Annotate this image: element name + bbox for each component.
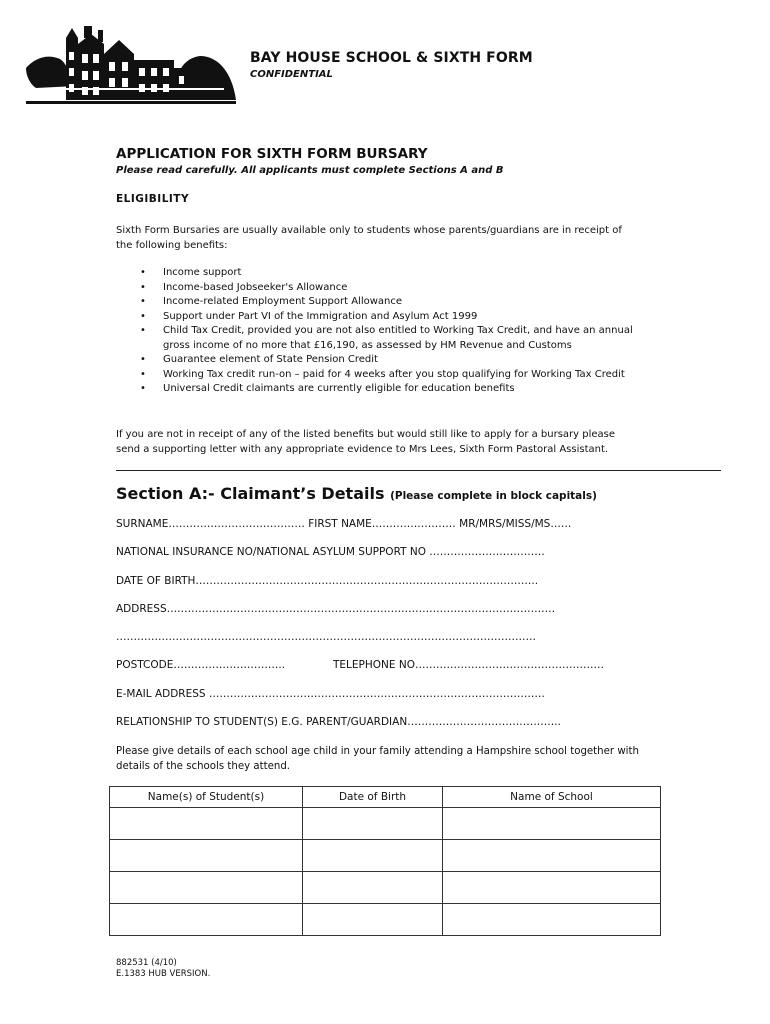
column-header-school-name: Name of School: [443, 787, 661, 808]
section-a-title: [116, 484, 597, 503]
school-name-cell[interactable]: [443, 872, 661, 904]
benefit-item: • Income support: [116, 266, 656, 281]
alternative-application-note: [116, 428, 656, 457]
benefits-list: [116, 266, 656, 397]
note-line: If you are not in receipt of any of the listed benefits but would still like to apply for a bursary please: [116, 429, 616, 440]
form-reference: [116, 958, 210, 980]
eligibility-heading: ELIGIBILITY: [116, 193, 190, 205]
eligibility-intro-line: Sixth Form Bursaries are usually available only to students whose parents/guardians are in receipt of: [116, 225, 622, 236]
form-instructions: Please read carefully. All applicants must complete Sections A and B: [116, 165, 504, 176]
section-a-heading: Section A:- Claimant’s Details: [116, 484, 385, 503]
form-code: 882531 (4/10): [116, 958, 177, 968]
benefit-item: • Guarantee element of State Pension Credit: [116, 353, 656, 368]
date-of-birth-cell[interactable]: [303, 808, 443, 840]
benefit-item: • Income-related Employment Support Allowance: [116, 295, 656, 310]
relationship-field-line[interactable]: RELATIONSHIP TO STUDENT(S) E.G. PARENT/GUARDIAN……………………………………..: [116, 716, 561, 728]
section-divider: [116, 470, 721, 471]
postcode-field-line[interactable]: POSTCODE…………………………..: [116, 659, 286, 671]
children-schools-table: [109, 786, 661, 936]
email-field-line[interactable]: E-MAIL ADDRESS ……………………………………………………………………………………: [116, 688, 545, 700]
name-field-line[interactable]: SURNAME………………………………… FIRST NAME…………………… MR/MRS/MISS/MS……: [116, 518, 572, 530]
school-name-cell[interactable]: [443, 808, 661, 840]
eligibility-intro: [116, 224, 656, 253]
school-name-cell[interactable]: [443, 904, 661, 936]
confidential-label: CONFIDENTIAL: [250, 69, 333, 80]
school-building-logo: [24, 24, 238, 108]
student-name-cell[interactable]: [110, 904, 303, 936]
benefit-item: • Universal Credit claimants are currently eligible for education benefits: [116, 382, 656, 397]
note-line: send a supporting letter with any appropriate evidence to Mrs Lees, Sixth Form Pastoral Assistant.: [116, 443, 609, 455]
table-row: [110, 808, 661, 840]
school-name: BAY HOUSE SCHOOL & SIXTH FORM: [250, 50, 533, 66]
ni-number-field-line[interactable]: NATIONAL INSURANCE NO/NATIONAL ASYLUM SUPPORT NO ……………………………: [116, 546, 545, 558]
table-row: [110, 872, 661, 904]
benefit-item: • Income-based Jobseeker's Allowance: [116, 281, 656, 296]
column-header-date-of-birth: Date of Birth: [303, 787, 443, 808]
column-header-student-names: Name(s) of Student(s): [110, 787, 303, 808]
school-name-cell[interactable]: [443, 840, 661, 872]
student-name-cell[interactable]: [110, 808, 303, 840]
form-title: APPLICATION FOR SIXTH FORM BURSARY: [116, 146, 428, 162]
date-of-birth-cell[interactable]: [303, 840, 443, 872]
date-of-birth-cell[interactable]: [303, 872, 443, 904]
student-name-cell[interactable]: [110, 872, 303, 904]
telephone-field-line[interactable]: TELEPHONE NO………………………………………………: [333, 659, 604, 671]
date-of-birth-field-line[interactable]: DATE OF BIRTH……………………………………………………………………………………..: [116, 575, 539, 587]
address-field-line[interactable]: ADDRESS…………………………………………………………………………………………………: [116, 603, 556, 615]
children-instructions: [116, 745, 656, 774]
eligibility-intro-line: the following benefits:: [116, 239, 228, 251]
benefit-item: • Child Tax Credit, provided you are not also entitled to Working Tax Credit, and have an annual gross income of no more that £16,190, as assessed by HM Revenue and Customs: [116, 324, 656, 353]
form-version: E.1383 HUB VERSION.: [116, 969, 211, 979]
children-instructions-line: details of the schools they attend.: [116, 760, 291, 772]
student-name-cell[interactable]: [110, 840, 303, 872]
date-of-birth-cell[interactable]: [303, 904, 443, 936]
section-a-note: (Please complete in block capitals): [390, 490, 597, 502]
address-continuation-line[interactable]: …………………………………………………………………………………………………………: [116, 631, 536, 643]
benefit-item: • Working Tax credit run-on – paid for 4 weeks after you stop qualifying for Working Tax Credit: [116, 368, 656, 383]
table-row: [110, 904, 661, 936]
children-instructions-line: Please give details of each school age child in your family attending a Hampshire school together with: [116, 746, 639, 757]
table-row: [110, 840, 661, 872]
benefit-item: • Support under Part VI of the Immigration and Asylum Act 1999: [116, 310, 656, 325]
